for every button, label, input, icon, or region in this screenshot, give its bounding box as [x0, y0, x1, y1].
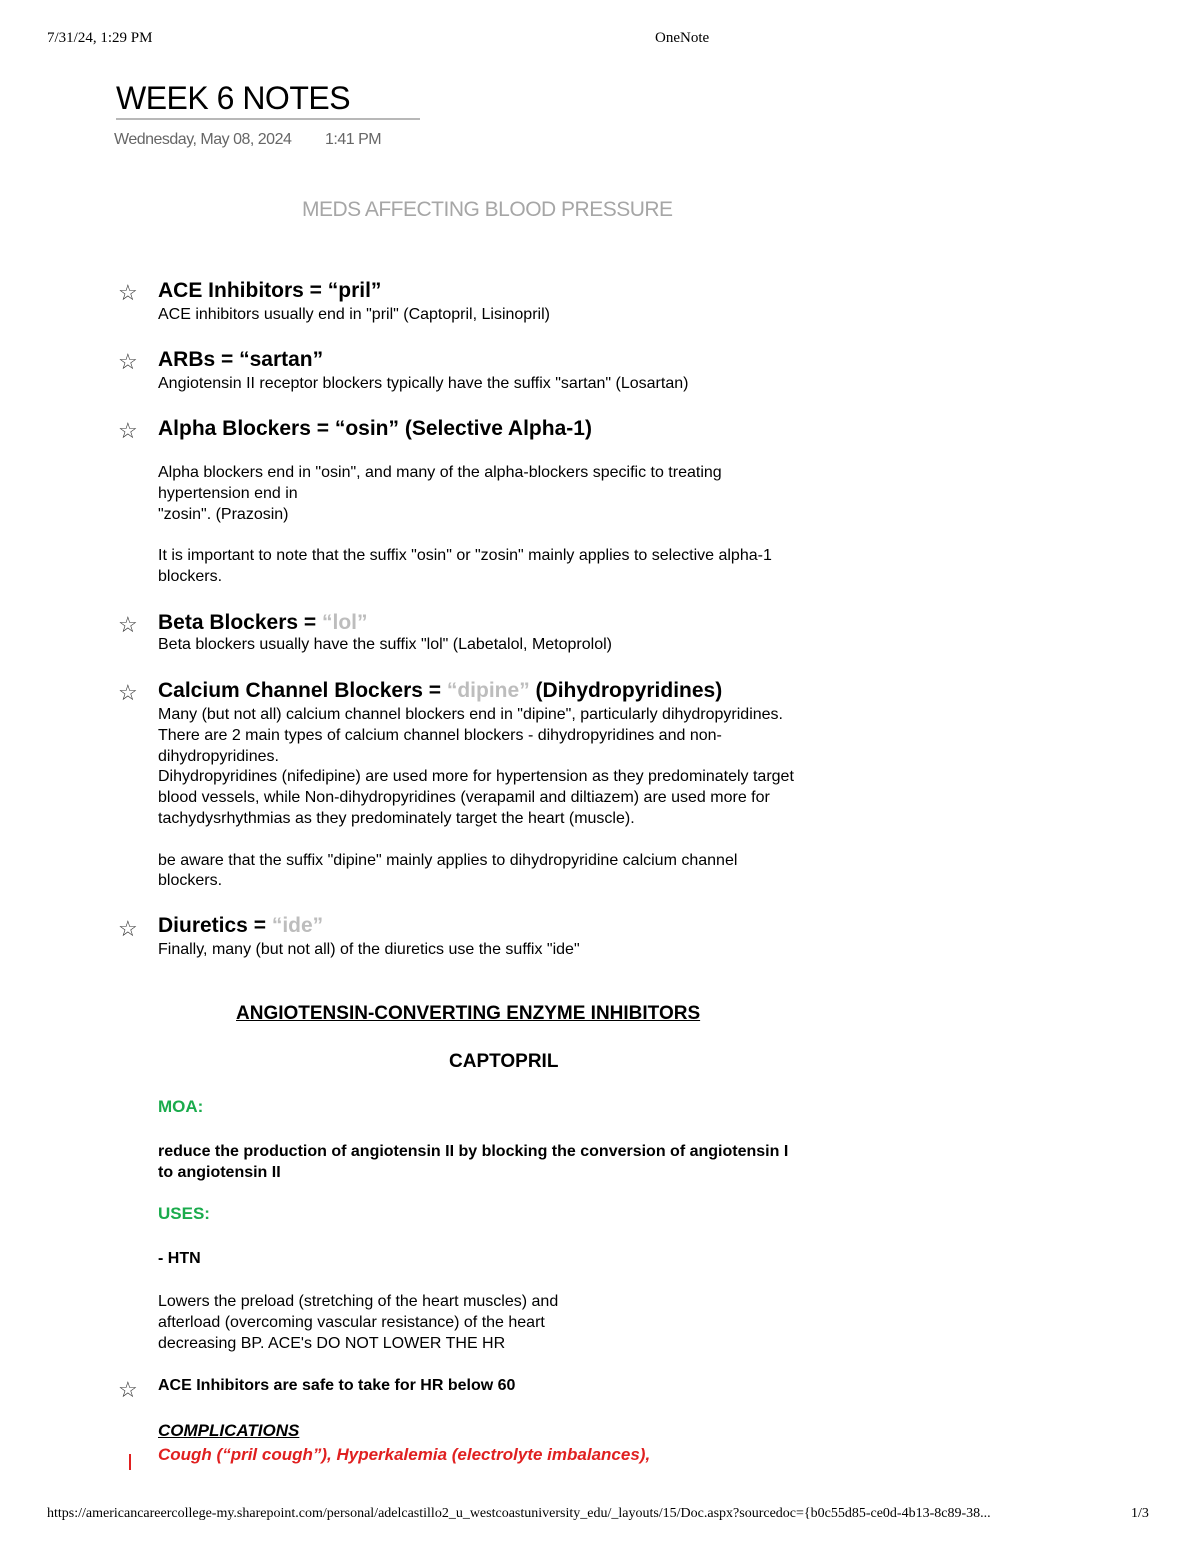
class-body-arbs: Angiotensin II receptor blockers typically have the suffix "sartan" (Losartan) [158, 375, 689, 392]
star-icon: ☆ [118, 916, 138, 941]
class-title-alpha: Alpha Blockers = “osin” (Selective Alpha-1) [158, 417, 592, 440]
class-title-arbs: ARBs = “sartan” [158, 348, 324, 371]
star-icon: ☆ [118, 349, 138, 374]
star-note: ACE Inhibitors are safe to take for HR below 60 [158, 1377, 516, 1394]
class-title-diuretics: Diuretics = “ide” [158, 914, 324, 937]
print-footer-url: https://americancareercollege-my.sharepoint.com/personal/adelcastillo2_u_westcoastuniversity_edu/_layouts/15/Doc.aspx?sourcedoc={b0c55d85-ce0d-4b13-8c89-38... [47, 1506, 991, 1521]
complications-text: Cough (“pril cough”), Hyperkalemia (electrolyte imbalances), [158, 1445, 651, 1464]
class-title-ace: ACE Inhibitors = “pril” [158, 279, 382, 302]
moa-text: reduce the production of angiotensin II by blocking the conversion of angiotensin I to angiotensin II [158, 1143, 789, 1181]
class-body-diuretics: Finally, many (but not all) of the diuretics use the suffix "ide" [158, 941, 580, 958]
red-marker [129, 1454, 131, 1470]
class-title-ccb: Calcium Channel Blockers = “dipine” (Dihydropyridines) [158, 679, 723, 702]
page-date: Wednesday, May 08, 2024 [114, 131, 292, 148]
star-icon: ☆ [118, 680, 138, 705]
star-icon: ☆ [118, 418, 138, 443]
uses-label: USES: [158, 1204, 210, 1223]
page-title: WEEK 6 NOTES [116, 80, 351, 116]
section-heading: MEDS AFFECTING BLOOD PRESSURE [302, 198, 673, 221]
class-title-beta: Beta Blockers = “lol” [158, 611, 368, 634]
print-header-datetime: 7/31/24, 1:29 PM [47, 30, 153, 46]
star-icon: ☆ [118, 280, 138, 305]
complications-label: COMPLICATIONS [158, 1421, 300, 1440]
class-body-ace: ACE inhibitors usually end in "pril" (Captopril, Lisinopril) [158, 306, 550, 323]
class-body-alpha: Alpha blockers end in "osin", and many of the alpha-blockers specific to treating hypertension end in "zosin". (Prazosin) It is important to note that the suffix "osin" or "zosin" mainly applies to selective alpha-1 blockers. [158, 464, 772, 585]
print-header-app: OneNote [655, 30, 710, 46]
drug-name: CAPTOPRIL [449, 1051, 559, 1072]
class-body-ccb: Many (but not all) calcium channel blockers end in "dipine", particularly dihydropyridines. There are 2 main types of calcium channel blockers - dihydropyridines and non- dihydropyridines. Dihydropyridines (nifedipine) are used more for hypertension as they predominately target blood vessels, while Non-dihydropyridines (verapamil and diltiazem) are used more for tachydysrhythmias as they predominately target the heart (muscle). be aware that the suffix "dipine" mainly applies to dihydropyridine calcium channel blockers. [158, 706, 794, 890]
uses-item: - HTN [158, 1250, 201, 1267]
uses-text: Lowers the preload (stretching of the heart muscles) and afterload (overcoming vascular resistance) of the heart decreasing BP. ACE's DO NOT LOWER THE HR [158, 1293, 559, 1352]
class-body-beta: Beta blockers usually have the suffix "lol" (Labetalol, Metoprolol) [158, 636, 612, 653]
page-time: 1:41 PM [325, 131, 382, 148]
ace-section-heading: ANGIOTENSIN-CONVERTING ENZYME INHIBITORS [236, 1003, 701, 1024]
star-icon: ☆ [118, 612, 138, 637]
star-icon: ☆ [118, 1377, 138, 1402]
title-underline [116, 118, 420, 120]
moa-label: MOA: [158, 1097, 204, 1116]
print-footer-page: 1/3 [1131, 1506, 1149, 1521]
